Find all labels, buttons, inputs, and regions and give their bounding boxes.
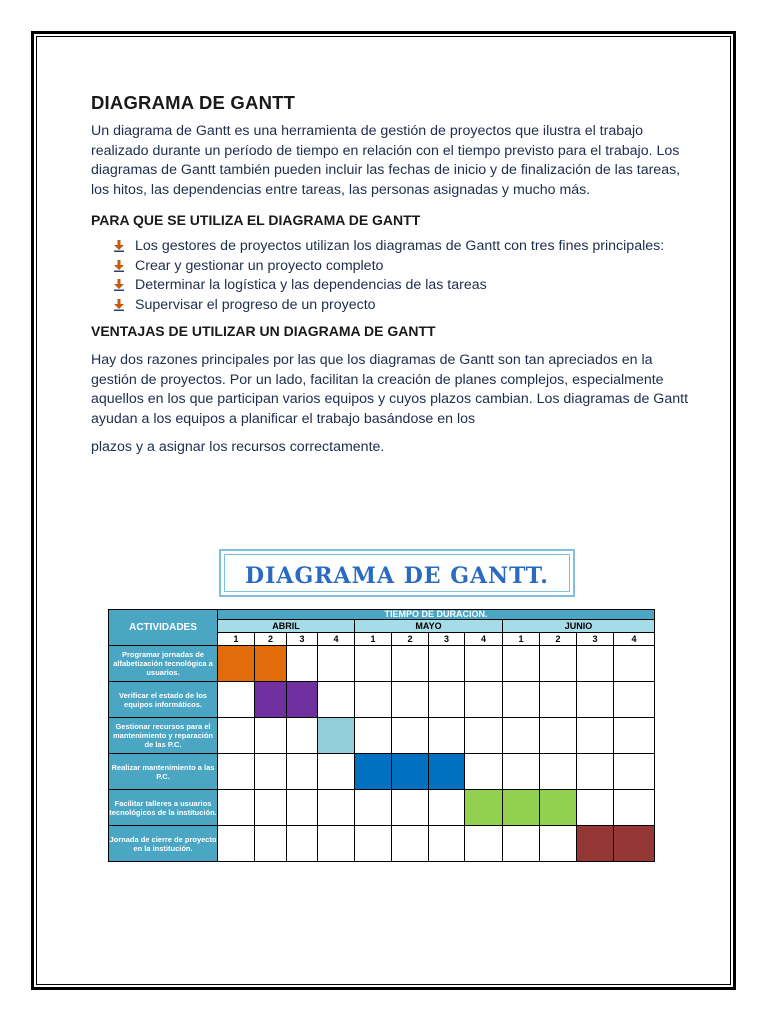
gantt-empty-cell — [255, 718, 287, 754]
gantt-empty-cell — [429, 682, 465, 718]
gantt-empty-cell — [255, 790, 287, 826]
gantt-empty-cell — [287, 790, 318, 826]
gantt-empty-cell — [465, 718, 503, 754]
gantt-bar-cell — [218, 646, 255, 682]
gantt-empty-cell — [503, 826, 540, 862]
list-item — [114, 257, 691, 277]
arrow-down-bullet-icon — [114, 260, 124, 272]
task-name-cell: Programar jornadas de alfabetización tecnológica a usuarios. — [109, 646, 218, 682]
week-header: 2 — [255, 633, 287, 646]
week-header: 3 — [429, 633, 465, 646]
gantt-title-box — [219, 549, 575, 597]
time-header: TIEMPO DE DURACION. — [218, 610, 655, 620]
gantt-empty-cell — [614, 754, 655, 790]
gantt-empty-cell — [503, 718, 540, 754]
task-name-cell: Jornada de cierre de proyecto en la institución. — [109, 826, 218, 862]
gantt-empty-cell — [577, 646, 614, 682]
gantt-empty-cell — [287, 646, 318, 682]
gantt-empty-cell — [614, 682, 655, 718]
gantt-body — [109, 646, 655, 862]
gantt-empty-cell — [540, 682, 577, 718]
week-header: 3 — [577, 633, 614, 646]
gantt-empty-cell — [503, 646, 540, 682]
gantt-empty-cell — [429, 826, 465, 862]
week-header: 1 — [503, 633, 540, 646]
week-header: 2 — [392, 633, 429, 646]
gantt-bar-cell — [577, 826, 614, 862]
gantt-empty-cell — [392, 646, 429, 682]
gantt-task-row — [109, 790, 655, 826]
gantt-empty-cell — [392, 718, 429, 754]
list-item — [114, 276, 691, 296]
gantt-bar-cell — [429, 754, 465, 790]
gantt-empty-cell — [318, 826, 355, 862]
arrow-down-bullet-icon — [114, 299, 124, 311]
document-title: DIAGRAMA DE GANTT — [91, 92, 296, 113]
activities-header: ACTIVIDADES — [109, 610, 218, 646]
week-header: 4 — [318, 633, 355, 646]
gantt-empty-cell — [429, 646, 465, 682]
advantages-paragraph: Hay dos razones principales por las que los diagramas de Gantt son tan apreciados en la gestión de proyectos. Por un lado, facilitan la creación de planes complejos, especialmente aquellos en los que participan varios equipos y cuyos plazos cambian. Los diagramas de Gantt ayudan a los equipos a planificar el trabajo basándose en los — [91, 352, 689, 427]
gantt-empty-cell — [255, 826, 287, 862]
gantt-empty-cell — [318, 754, 355, 790]
gantt-empty-cell — [503, 682, 540, 718]
gantt-empty-cell — [218, 682, 255, 718]
gantt-empty-cell — [540, 826, 577, 862]
gantt-empty-cell — [287, 718, 318, 754]
section-heading-advantages: VENTAJAS DE UTILIZAR UN DIAGRAMA DE GANTT — [91, 323, 436, 339]
task-name-cell: Gestionar recursos para el mantenimiento y reparación de las P.C. — [109, 718, 218, 754]
gantt-empty-cell — [465, 682, 503, 718]
uses-list — [91, 237, 691, 315]
gantt-empty-cell — [540, 718, 577, 754]
gantt-task-row — [109, 826, 655, 862]
task-name-cell: Facilitar talleres a usuarios tecnológicos de la institución. — [109, 790, 218, 826]
gantt-empty-cell — [318, 682, 355, 718]
gantt-bar-cell — [355, 754, 392, 790]
gantt-task-row — [109, 682, 655, 718]
gantt-empty-cell — [614, 718, 655, 754]
gantt-bar-cell — [392, 754, 429, 790]
gantt-empty-cell — [614, 646, 655, 682]
gantt-empty-cell — [465, 826, 503, 862]
list-item — [114, 237, 691, 257]
gantt-bar-cell — [614, 826, 655, 862]
list-item-text: Supervisar el progreso de un proyecto — [135, 296, 376, 313]
section-heading-uses: PARA QUE SE UTILIZA EL DIAGRAMA DE GANTT — [91, 212, 421, 228]
week-header: 1 — [355, 633, 392, 646]
gantt-empty-cell — [355, 826, 392, 862]
month-header: MAYO — [355, 620, 503, 633]
list-item — [114, 296, 691, 316]
week-header: 3 — [287, 633, 318, 646]
gantt-empty-cell — [255, 754, 287, 790]
week-header: 2 — [540, 633, 577, 646]
gantt-bar-cell — [255, 682, 287, 718]
gantt-empty-cell — [287, 754, 318, 790]
gantt-bar-cell — [255, 646, 287, 682]
gantt-bar-cell — [318, 718, 355, 754]
gantt-empty-cell — [429, 718, 465, 754]
arrow-down-bullet-icon — [114, 279, 124, 291]
task-name-cell: Realizar mantenimiento a las P.C. — [109, 754, 218, 790]
month-header: ABRIL — [218, 620, 355, 633]
gantt-empty-cell — [465, 754, 503, 790]
gantt-empty-cell — [355, 646, 392, 682]
week-header: 4 — [465, 633, 503, 646]
gantt-empty-cell — [218, 754, 255, 790]
gantt-task-row — [109, 718, 655, 754]
week-header: 4 — [614, 633, 655, 646]
list-item-text: Crear y gestionar un proyecto completo — [135, 257, 384, 274]
week-header: 1 — [218, 633, 255, 646]
gantt-bar-cell — [503, 790, 540, 826]
gantt-empty-cell — [218, 718, 255, 754]
gantt-empty-cell — [392, 790, 429, 826]
gantt-title: DIAGRAMA DE GANTT. — [245, 563, 549, 589]
month-header: JUNIO — [503, 620, 655, 633]
gantt-empty-cell — [318, 646, 355, 682]
gantt-empty-cell — [392, 682, 429, 718]
gantt-empty-cell — [392, 826, 429, 862]
document-body — [91, 92, 691, 458]
gantt-bar-cell — [465, 790, 503, 826]
list-item-text: Determinar la logística y las dependencias de las tareas — [135, 277, 487, 293]
gantt-empty-cell — [355, 718, 392, 754]
gantt-empty-cell — [355, 790, 392, 826]
gantt-empty-cell — [218, 826, 255, 862]
gantt-empty-cell — [540, 754, 577, 790]
gantt-task-row — [109, 754, 655, 790]
gantt-empty-cell — [577, 682, 614, 718]
gantt-empty-cell — [429, 790, 465, 826]
gantt-empty-cell — [577, 790, 614, 826]
advantages-paragraph-last-line: plazos y a asignar los recursos correctamente. — [91, 439, 385, 455]
gantt-empty-cell — [287, 826, 318, 862]
task-name-cell: Verificar el estado de los equipos informáticos. — [109, 682, 218, 718]
gantt-bar-cell — [540, 790, 577, 826]
gantt-empty-cell — [218, 790, 255, 826]
gantt-empty-cell — [503, 754, 540, 790]
gantt-empty-cell — [540, 646, 577, 682]
gantt-task-row — [109, 646, 655, 682]
gantt-empty-cell — [577, 718, 614, 754]
list-item-text: Los gestores de proyectos utilizan los diagramas de Gantt con tres fines principales: — [135, 238, 665, 254]
arrow-down-bullet-icon — [114, 240, 124, 252]
gantt-empty-cell — [614, 790, 655, 826]
gantt-empty-cell — [355, 682, 392, 718]
gantt-table — [108, 609, 655, 862]
gantt-bar-cell — [287, 682, 318, 718]
gantt-empty-cell — [318, 790, 355, 826]
gantt-empty-cell — [577, 754, 614, 790]
intro-paragraph: Un diagrama de Gantt es una herramienta de gestión de proyectos que ilustra el trabajo realizado durante un período de tiempo en relación con el tiempo previsto para el trabajo. Los diagramas de Gantt también pueden incluir las fechas de inicio y de finalización de las tareas, los hitos, las dependencias entre tareas, las personas asignadas y mucho más. — [91, 123, 681, 198]
gantt-empty-cell — [465, 646, 503, 682]
